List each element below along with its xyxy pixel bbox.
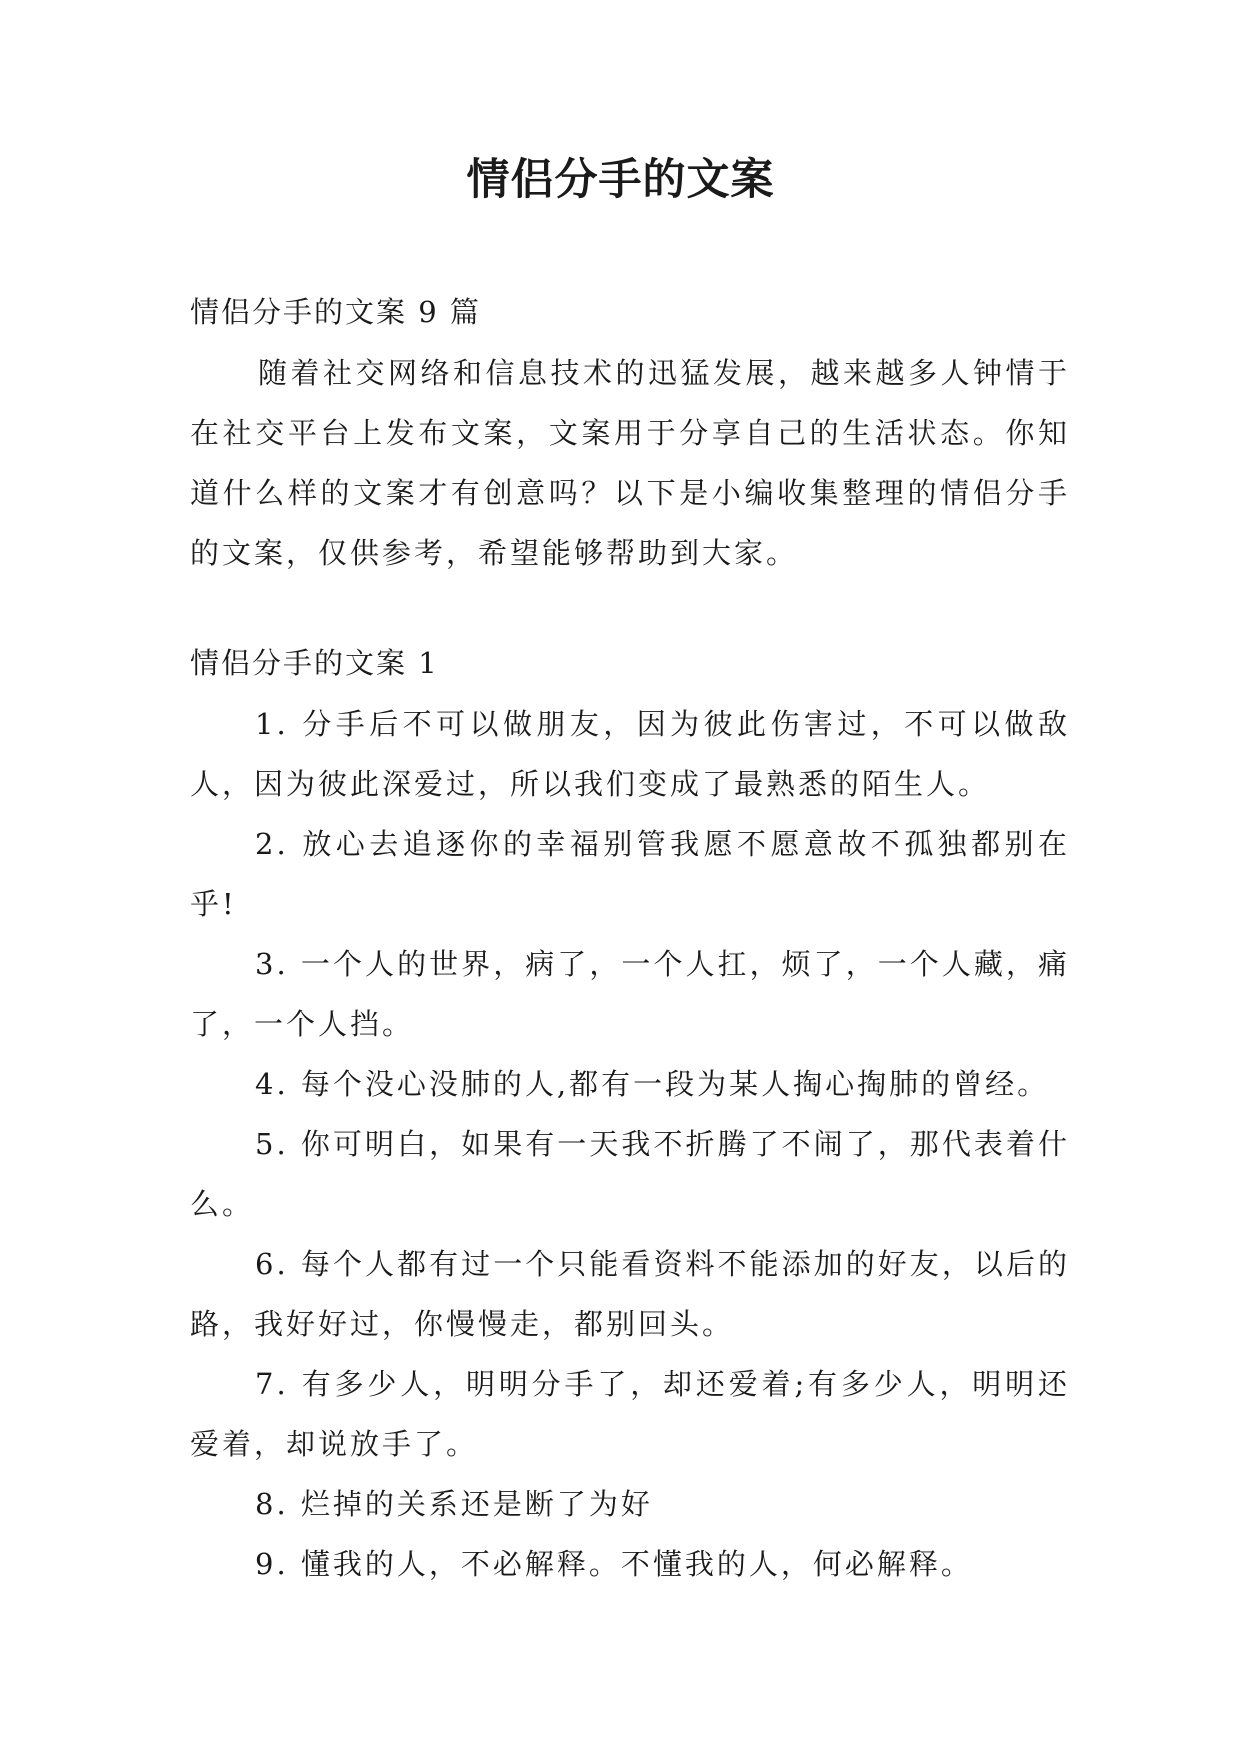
list-item: 5. 你可明白，如果有一天我不折腾了不闹了，那代表着什么。: [190, 1127, 1070, 1221]
list-item: 3. 一个人的世界，病了，一个人扛，烦了，一个人藏，痛了，一个人挡。: [190, 947, 1070, 1041]
section-heading: 情侣分手的文案 1: [190, 646, 439, 680]
list-item: 8. 烂掉的关系还是断了为好: [255, 1487, 653, 1521]
quote-list: [190, 694, 1070, 1594]
document-title: 情侣分手的文案: [466, 155, 775, 205]
list-item: 7. 有多少人，明明分手了，却还爱着;有多少人，明明还爱着，却说放手了。: [190, 1367, 1070, 1461]
list-item: 6. 每个人都有过一个只能看资料不能添加的好友，以后的路，我好好过，你慢慢走，都别回头。: [190, 1247, 1070, 1341]
list-item: 4. 每个没心没肺的人,都有一段为某人掏心掏肺的曾经。: [255, 1067, 1050, 1101]
document-subtitle: 情侣分手的文案 9 篇: [190, 295, 481, 329]
intro-paragraph: 随着社交网络和信息技术的迅猛发展，越来越多人钟情于在社交平台上发布文案，文案用于分享自己的生活状态。你知道什么样的文案才有创意吗？以下是小编收集整理的情侣分手的文案，仅供参考，希望能够帮助到大家。: [190, 356, 1070, 570]
list-item: 9. 懂我的人，不必解释。不懂我的人，何必解释。: [255, 1547, 973, 1581]
list-item: 1. 分手后不可以做朋友，因为彼此伤害过，不可以做敌人，因为彼此深爱过，所以我们变成了最熟悉的陌生人。: [190, 707, 1070, 801]
list-item: 2. 放心去追逐你的幸福别管我愿不愿意故不孤独都别在乎!: [190, 827, 1070, 921]
